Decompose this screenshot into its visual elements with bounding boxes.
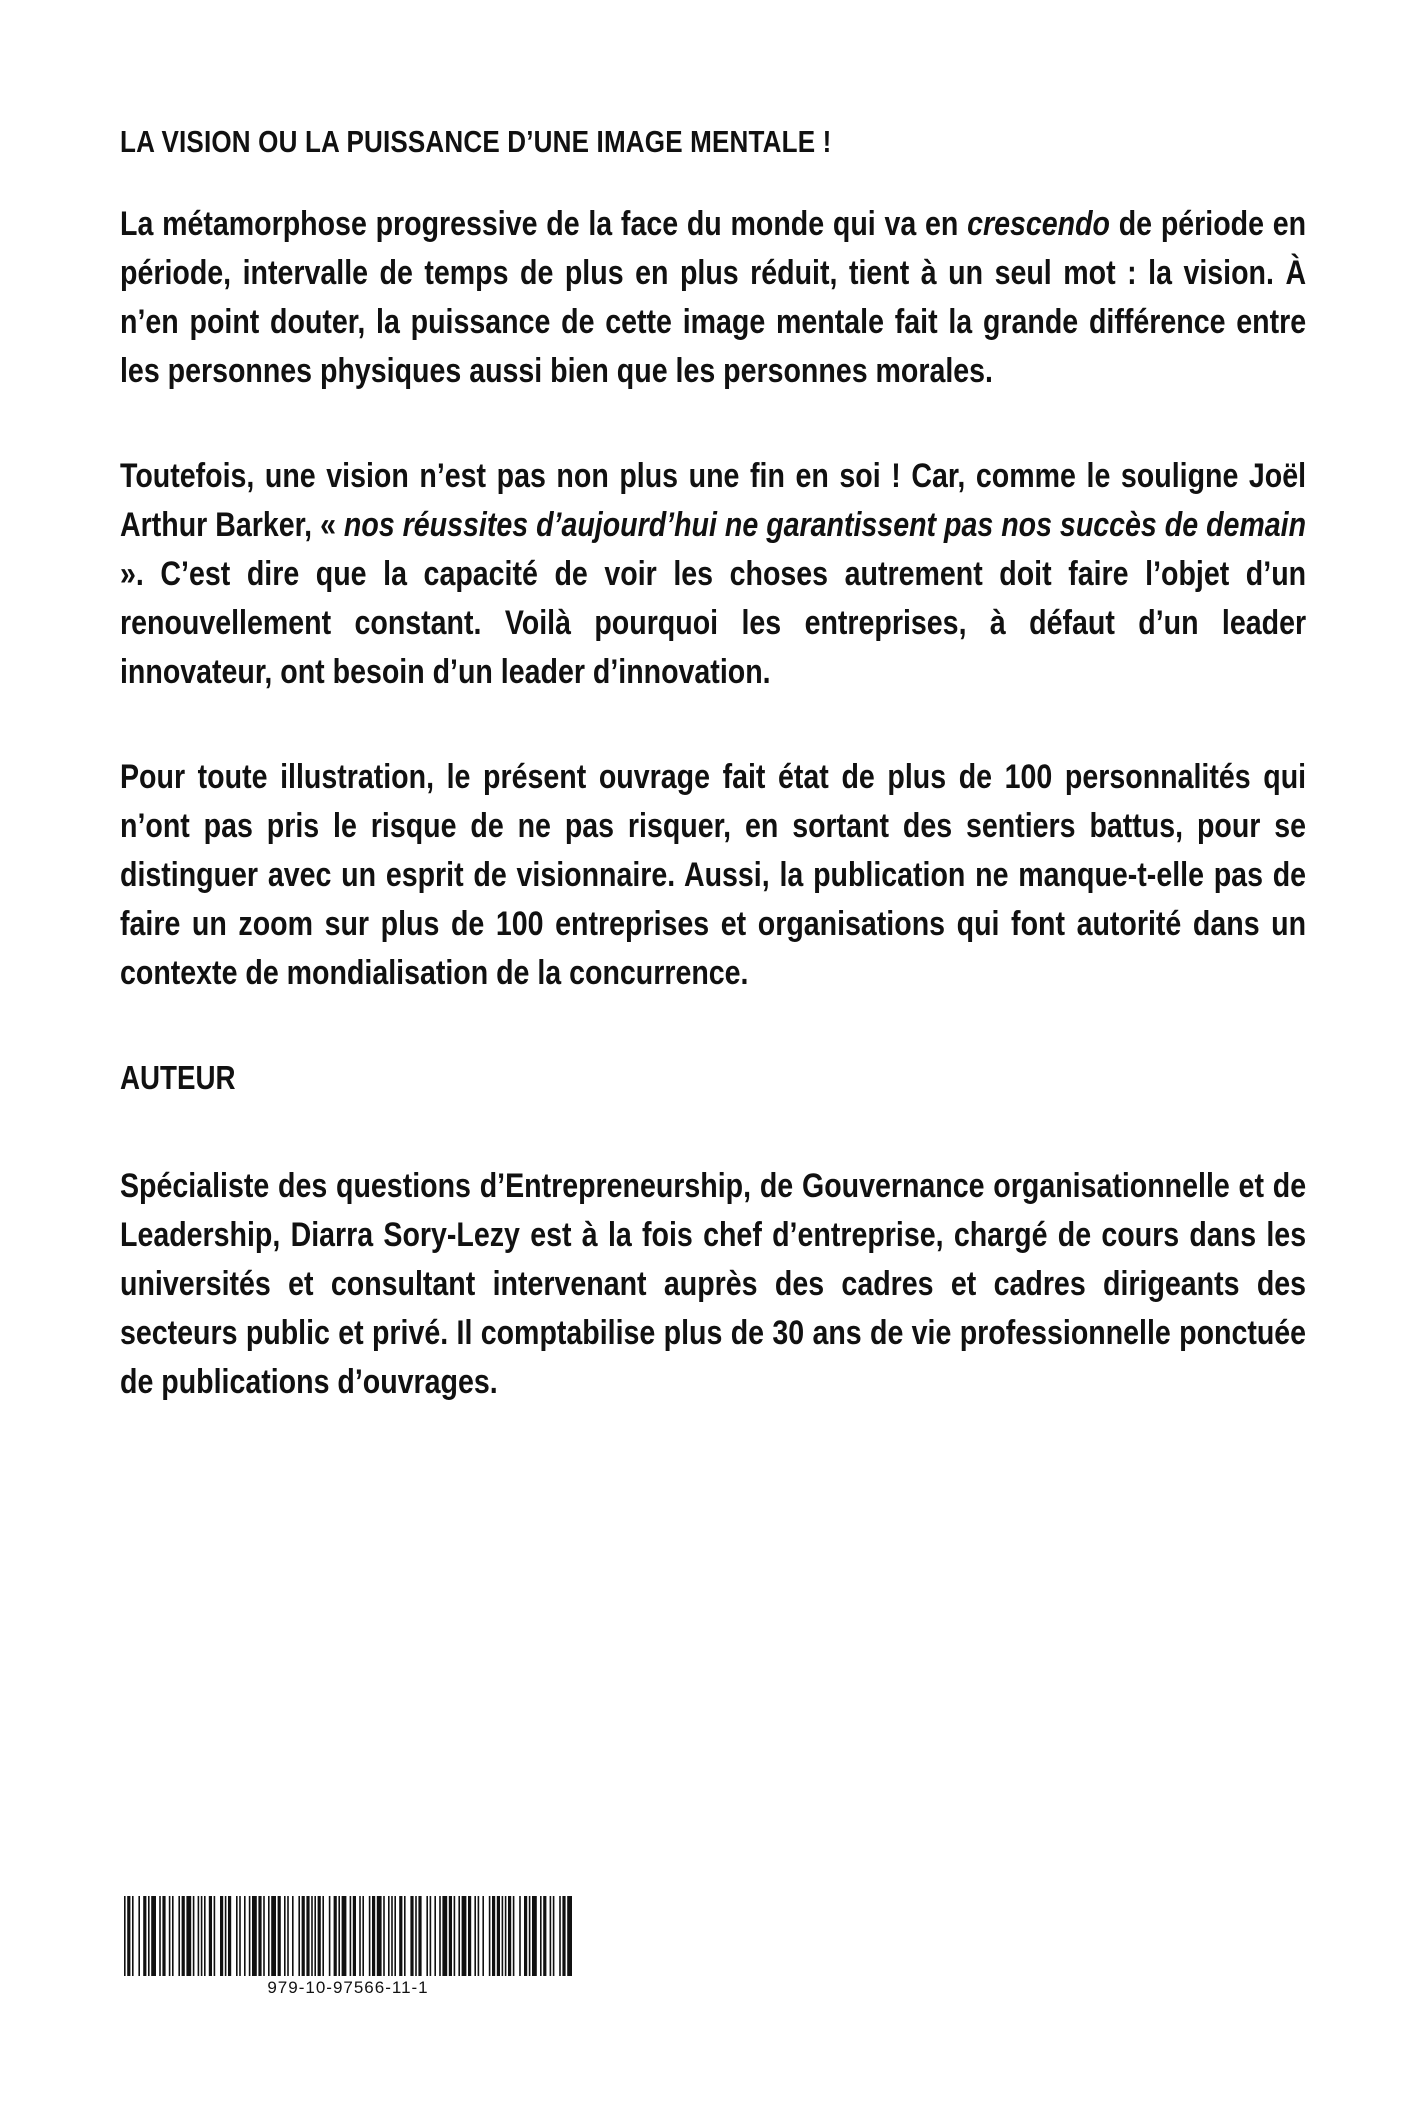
- barcode-bar: [169, 1896, 171, 1976]
- barcode-bar: [474, 1896, 476, 1976]
- barcode-bar: [492, 1896, 495, 1976]
- barcode-bar: [278, 1896, 281, 1976]
- paragraph-intro-part-a: La métamorphose progressive de la face du monde qui va en: [120, 205, 968, 243]
- barcode-bar: [434, 1896, 436, 1976]
- barcode-bar: [430, 1896, 432, 1976]
- barcode-bar: [258, 1896, 261, 1976]
- barcode-bar: [311, 1896, 313, 1976]
- barcode-bar: [372, 1896, 375, 1976]
- barcode-bar: [338, 1896, 340, 1976]
- paragraph-author-bio: Spécialiste des questions d’Entrepreneurship, de Gouvernance organisationnelle et de Leadership, Diarra Sory-Lezy est à la fois chef d’entreprise, chargé de cours dans les universités et consultant intervenant auprès des cadres et cadres dirigeants des secteurs public et privé. Il comptabilise plus de 30 ans de vie professionnelle ponctuée de publications d’ouvrages.: [120, 1167, 1307, 1401]
- barcode-bar: [198, 1896, 200, 1976]
- barcode-bar: [225, 1896, 227, 1976]
- barcode-bar: [383, 1896, 385, 1976]
- barcode-bar: [214, 1896, 216, 1976]
- barcode-bar: [162, 1896, 165, 1976]
- barcode-bar: [439, 1896, 441, 1976]
- barcode-bar: [391, 1896, 393, 1976]
- barcode-bar: [193, 1896, 195, 1976]
- barcode-bar: [298, 1896, 300, 1976]
- barcode-bar: [204, 1896, 206, 1976]
- back-cover-text: [120, 118, 1306, 1463]
- cover-heading: LA VISION OU LA PUISSANCE D’UNE IMAGE MENTALE !: [120, 124, 832, 159]
- barcode-bar: [410, 1896, 413, 1976]
- barcode-bar: [124, 1896, 126, 1976]
- barcode-bar: [540, 1896, 542, 1976]
- barcode-bar: [172, 1896, 174, 1976]
- paragraph-intro-italic: crescendo: [967, 205, 1110, 243]
- barcode-bar: [404, 1896, 406, 1976]
- barcode-bars: [122, 1896, 574, 1976]
- barcode-bar: [182, 1896, 185, 1976]
- barcode-bar: [388, 1896, 390, 1976]
- barcode-bar: [178, 1896, 180, 1976]
- barcode-bar: [502, 1896, 504, 1976]
- barcode-bar: [244, 1896, 246, 1976]
- barcode-bar: [143, 1896, 146, 1976]
- barcode-bar: [329, 1896, 331, 1976]
- barcode-bar: [159, 1896, 161, 1976]
- barcode-bar: [468, 1896, 471, 1976]
- barcode-bar: [505, 1896, 507, 1976]
- barcode-bar: [271, 1896, 276, 1976]
- isbn-number: 979-10-97566-11-1: [267, 1978, 429, 1997]
- barcode-bar: [362, 1896, 364, 1976]
- barcode-bar: [138, 1896, 140, 1976]
- barcode-bar: [148, 1896, 150, 1976]
- barcode-bar: [562, 1896, 565, 1976]
- barcode-bar: [418, 1896, 421, 1976]
- barcode-bar: [127, 1896, 130, 1976]
- barcode-bar: [394, 1896, 396, 1976]
- barcode-bar: [306, 1896, 309, 1976]
- barcode-bar: [553, 1896, 555, 1976]
- isbn-barcode: [122, 1896, 574, 2002]
- barcode-bar: [369, 1896, 371, 1976]
- barcode-bar: [513, 1896, 515, 1976]
- barcode-bar: [263, 1896, 265, 1976]
- barcode-bar: [532, 1896, 537, 1976]
- barcode-bar: [399, 1896, 402, 1976]
- paragraph-illustration: Pour toute illustration, le présent ouvrage fait état de plus de 100 personnalités qui n’ont pas pris le risque de ne pas risquer, en sortant des sentiers battus, pour se distinguer avec un esprit de visionnaire. Aussi, la publication ne manque-t-elle pas de faire un zoom sur plus de 100 entreprises et organisations qui font autorité dans un contexte de mondialisation de la concurrence.: [120, 758, 1307, 992]
- barcode-bar: [220, 1896, 223, 1976]
- barcode-bar: [186, 1896, 191, 1976]
- barcode-bar: [415, 1896, 417, 1976]
- barcode-bar: [292, 1896, 294, 1976]
- paragraph-quote-italic: nos réussites d’aujourd’hui ne garantissent pas nos succès de demain: [343, 506, 1307, 544]
- barcode-bar: [543, 1896, 546, 1976]
- barcode-bar: [377, 1896, 382, 1976]
- barcode-bar: [529, 1896, 531, 1976]
- barcode-bar: [132, 1896, 134, 1976]
- barcode-bar: [284, 1896, 286, 1976]
- barcode-bar: [524, 1896, 527, 1976]
- barcode-bar: [497, 1896, 500, 1976]
- barcode-bar: [268, 1896, 270, 1976]
- barcode-bar: [350, 1896, 352, 1976]
- barcode-bar: [353, 1896, 356, 1976]
- barcode-bar: [442, 1896, 447, 1976]
- barcode-bar: [550, 1896, 552, 1976]
- barcode-bar: [318, 1896, 321, 1976]
- author-heading: AUTEUR: [120, 1059, 236, 1096]
- barcode-bar: [342, 1896, 347, 1976]
- barcode-bar: [228, 1896, 231, 1976]
- barcode-bar: [239, 1896, 241, 1976]
- barcode-bar: [482, 1896, 484, 1976]
- barcode-bar: [151, 1896, 156, 1976]
- barcode-bar: [252, 1896, 257, 1976]
- barcode-bar: [489, 1896, 491, 1976]
- barcode-bar: [201, 1896, 203, 1976]
- barcode-bar: [314, 1896, 316, 1976]
- paragraph-quote-part-a: Toutefois, une vision n’est pas non plus une fin en soi ! Car, comme le souligne Joël Arthur Barker, «: [120, 457, 1307, 544]
- paragraph-intro-part-c: de période en période, intervalle de temps de plus en plus réduit, tient à un seul mot : la vision. À n’en point douter, la puissance de cette image mentale fait la grande différence entre les personnes physiques aussi bien que les personnes morales.: [120, 205, 1307, 390]
- barcode-bar: [458, 1896, 460, 1976]
- barcode-bar: [322, 1896, 324, 1976]
- barcode-bar: [559, 1896, 561, 1976]
- barcode-bar: [209, 1896, 212, 1976]
- barcode-bar: [426, 1896, 428, 1976]
- barcode-bar: [334, 1896, 337, 1976]
- paragraph-intro: [120, 200, 1306, 396]
- barcode-bar: [519, 1896, 521, 1976]
- barcode-bar: [508, 1896, 511, 1976]
- barcode-bar: [478, 1896, 480, 1976]
- barcode-bar: [287, 1896, 289, 1976]
- barcode-bar: [567, 1896, 572, 1976]
- barcode-bar: [302, 1896, 305, 1976]
- barcode-bar: [236, 1896, 238, 1976]
- barcode-bar: [359, 1896, 361, 1976]
- barcode-bar: [449, 1896, 452, 1976]
- paragraph-quote-part-c: ». C’est dire que la capacité de voir les choses autrement doit faire l’objet d’un renouvellement constant. Voilà pourquoi les entreprises, à défaut d’un leader innovateur, ont besoin d’un leader d’innovation.: [120, 555, 1307, 691]
- barcode-bar: [454, 1896, 456, 1976]
- paragraph-quote: [120, 452, 1306, 697]
- barcode-bar: [462, 1896, 467, 1976]
- barcode-bar: [249, 1896, 251, 1976]
